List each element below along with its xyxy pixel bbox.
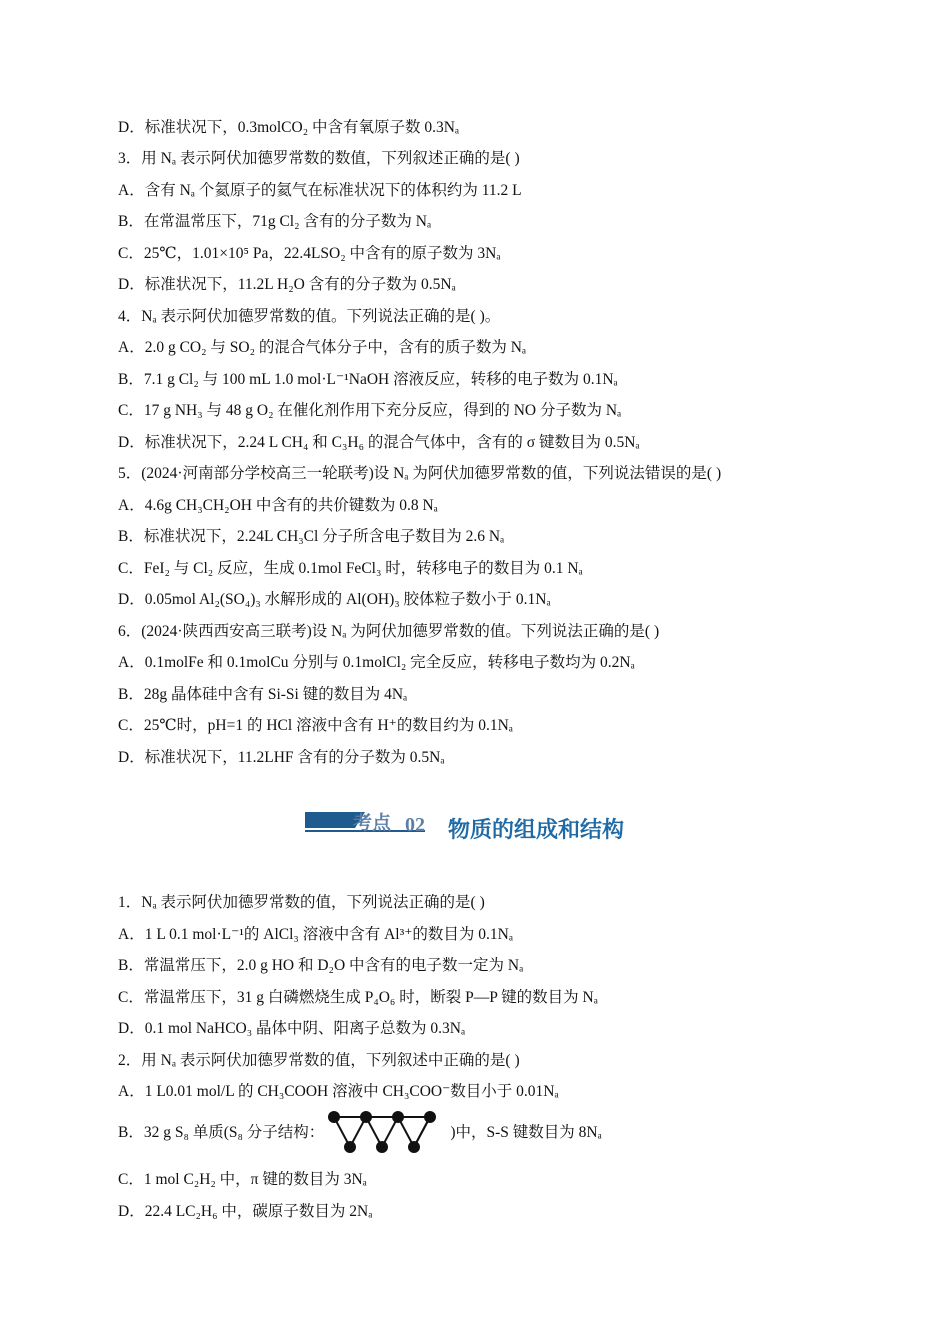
question-5: 5．(2024·河南部分学校高三一轮联考)设 Nₐ 为阿伏加德罗常数的值，下列说法错误的是( ) [118,465,722,482]
question-6: 6．(2024·陕西西安高三联考)设 Nₐ 为阿伏加德罗常数的值。下列说法正确的是( ) [118,623,660,640]
s8-molecule-icon [328,1111,446,1155]
option-d: D．标准状况下，11.2LHF 含有的分子数为 0.5Nₐ [118,749,445,766]
heading-bar-icon [305,812,355,828]
s8-text-before: B．32 g S₈ 单质(S₈ 分子结构： [118,1124,325,1141]
option-c: C．25℃时，pH=1 的 HCl 溶液中含有 H⁺的数目约为 0.1Nₐ [118,717,514,734]
option-c: C．17 g NH₃ 与 48 g O₂ 在催化剂作用下充分反应，得到的 NO 分子数为 Nₐ [118,402,622,419]
option-a: A．1 L 0.1 mol·L⁻¹的 AlCl₃ 溶液中含有 Al³⁺的数目为 0.1Nₐ [118,926,514,943]
option-b: B．在常温常压下，71g Cl₂ 含有的分子数为 Nₐ [118,213,432,230]
heading-title: 物质的组成和结构 [448,818,625,843]
option-d: D．22.4 LC₂H₆ 中，碳原子数目为 2Nₐ [118,1203,373,1220]
option-a: A．1 L0.01 mol/L 的 CH₃COOH 溶液中 CH₃COO⁻数目小于 0.01Nₐ [118,1083,559,1100]
section-heading [305,808,725,848]
heading-kaodian: 考点 [353,812,392,834]
question-3: 3．用 Nₐ 表示阿伏加德罗常数的数值，下列叙述正确的是( ) [118,150,520,167]
text-line: D．标准状况下，0.3molCO₂ 中含有氧原子数 0.3Nₐ [118,119,460,136]
question-1: 1．Nₐ 表示阿伏加德罗常数的值，下列说法正确的是( ) [118,894,485,911]
option-b: B．28g 晶体硅中含有 Si-Si 键的数目为 4Nₐ [118,686,408,703]
heading-number: 02 [405,814,425,836]
option-d: D．标准状况下，11.2L H₂O 含有的分子数为 0.5Nₐ [118,276,456,293]
option-a: A．2.0 g CO₂ 与 SO₂ 的混合气体分子中，含有的质子数为 Nₐ [118,339,527,356]
option-a: A．0.1molFe 和 0.1molCu 分别与 0.1molCl₂ 完全反应，转移电子数均为 0.2Nₐ [118,654,635,671]
option-d: D．0.05mol Al₂(SO₄)₃ 水解形成的 Al(OH)₃ 胶体粒子数小于 0.1Nₐ [118,591,551,608]
s8-text-after: )中，S-S 键数目为 8Nₐ [450,1124,602,1141]
option-c: C．FeI₂ 与 Cl₂ 反应，生成 0.1mol FeCl₃ 时，转移电子的数目为 0.1 Nₐ [118,560,583,577]
option-d: D．0.1 mol NaHCO₃ 晶体中阴、阳离子总数为 0.3Nₐ [118,1020,466,1037]
option-a: A．含有 Nₐ 个氦原子的氦气在标准状况下的体积约为 11.2 L [118,182,522,199]
option-c: C．常温常压下，31 g 白磷燃烧生成 P₄O₆ 时，断裂 P—P 键的数目为 Nₐ [118,989,598,1006]
question-4: 4．Nₐ 表示阿伏加德罗常数的值。下列说法正确的是( )。 [118,308,501,325]
option-b: B．7.1 g Cl₂ 与 100 mL 1.0 mol·L⁻¹NaOH 溶液反应，转移的电子数为 0.1Nₐ [118,371,618,388]
option-a: A．4.6g CH₃CH₂OH 中含有的共价键数为 0.8 Nₐ [118,497,438,514]
question-2: 2．用 Nₐ 表示阿伏加德罗常数的值，下列叙述中正确的是( ) [118,1052,520,1069]
option-b-s8 [118,1110,602,1156]
option-c: C．25℃，1.01×10⁵ Pa，22.4LSO₂ 中含有的原子数为 3Nₐ [118,245,501,262]
option-c: C．1 mol C₂H₂ 中，π 键的数目为 3Nₐ [118,1171,367,1188]
option-b: B．标准状况下，2.24L CH₃Cl 分子所含电子数目为 2.6 Nₐ [118,528,505,545]
option-b: B．常温常压下，2.0 g HO 和 D₂O 中含有的电子数一定为 Nₐ [118,957,524,974]
option-d: D．标准状况下，2.24 L CH₄ 和 C₃H₆ 的混合气体中，含有的 σ 键数目为 0.5Nₐ [118,434,640,451]
